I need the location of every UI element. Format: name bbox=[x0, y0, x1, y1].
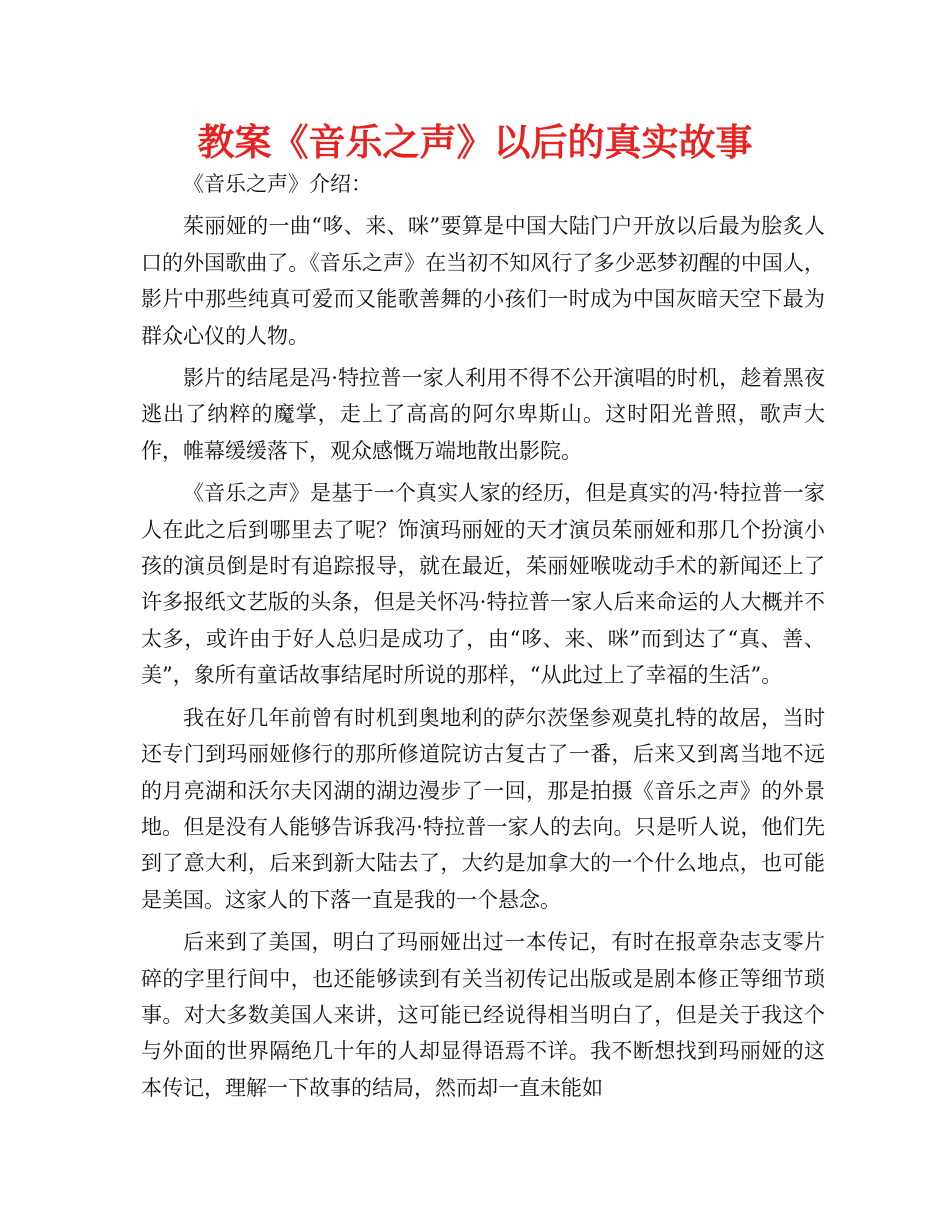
paragraph-5: 后来到了美国，明白了玛丽娅出过一本传记，有时在报章杂志支零片碎的字里行间中，也还能够读到有关当初传记出版或是剧本修正等细节琐事。对大多数美国人来讲，这可能已经说得相当明白了，但是关于我这个与外面的世界隔绝几十年的人却显得语焉不详。我不断想找到玛丽娅的这本传记，理解一下故事的结局，然而却一直未能如 bbox=[141, 930, 825, 1100]
document-title: 教案《音乐之声》以后的真实故事 bbox=[197, 121, 753, 164]
paragraph-4: 我在好几年前曾有时机到奥地利的萨尔茨堡参观莫扎特的故居，当时还专门到玛丽娅修行的那所修道院访古复古了一番，后来又到离当地不远的月亮湖和沃尔夫冈湖的湖边漫步了一回，那是拍摄《音乐之声》的外景地。但是没有人能够告诉我冯·特拉普一家人的去向。只是听人说，他们先到了意大利，后来到新大陆去了，大约是加拿大的一个什么地点，也可能是美国。这家人的下落一直是我的一个悬念。 bbox=[141, 705, 825, 912]
paragraph-2: 影片的结尾是冯·特拉普一家人利用不得不公开演唱的时机，趁着黑夜逃出了纳粹的魔掌，走上了高高的阿尔卑斯山。这时阳光普照，歌声大作，帷幕缓缓落下，观众感慨万端地散出影院。 bbox=[141, 366, 825, 463]
paragraph-intro: 《音乐之声》介绍： bbox=[183, 172, 372, 196]
paragraph-3: 《音乐之声》是基于一个真实人家的经历，但是真实的冯·特拉普一家人在此之后到哪里去了呢？饰演玛丽娅的天才演员茱丽娅和那几个扮演小孩的演员倒是时有追踪报导，就在最近，茱丽娅喉咙动手术的新闻还上了许多报纸文艺版的头条，但是关怀冯·特拉普一家人后来命运的人大概并不太多，或许由于好人总归是成功了，由“哆、来、咪”而到达了“真、善、美”，象所有童话故事结尾时所说的那样，“从此过上了幸福的生活”。 bbox=[141, 481, 825, 688]
document-body bbox=[141, 166, 825, 1106]
paragraph-1: 茱丽娅的一曲“哆、来、咪”要算是中国大陆门户开放以后最为脍炙人口的外国歌曲了。《音乐之声》在当初不知风行了多少恶梦初醒的中国人，影片中那些纯真可爱而又能歌善舞的小孩们一时成为中国灰暗天空下最为群众心仪的人物。 bbox=[141, 214, 825, 348]
